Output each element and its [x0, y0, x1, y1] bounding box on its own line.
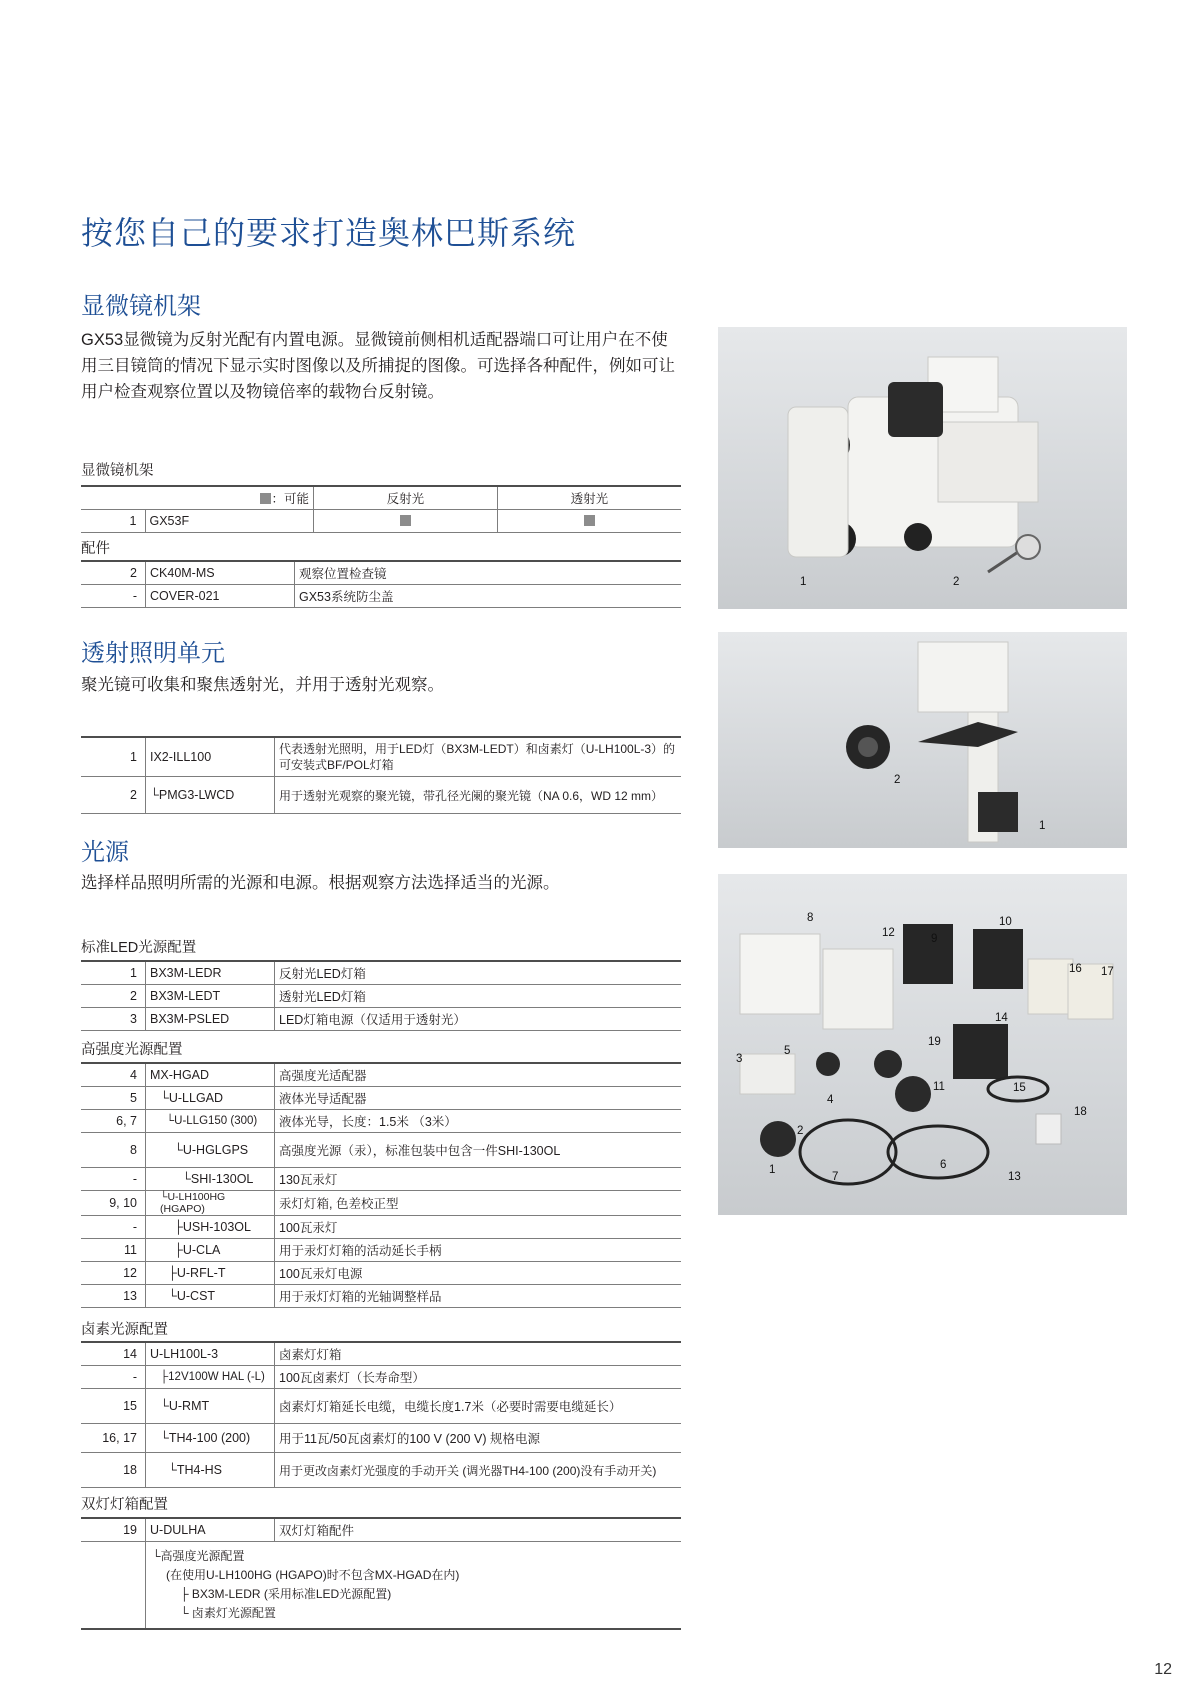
photo-label: 14 — [995, 1012, 1008, 1024]
table-row: 1 BX3M-LEDR 反射光LED灯箱 — [81, 961, 681, 985]
table-row: 15 └U-RMT 卤素灯灯箱延长电缆，电缆长度1.7米（必要时需要电缆延长） — [81, 1389, 681, 1424]
photo-label: 9 — [931, 933, 938, 945]
photo-label: 7 — [832, 1171, 839, 1183]
model-description: 用于透射光观察的聚光镜，带孔径光阑的聚光镜（NA 0.6，WD 12 mm） — [275, 777, 682, 814]
section-heading-transmitted: 透射照明单元 — [81, 640, 225, 667]
accessories-table — [81, 560, 681, 608]
table-caption-led: 标准LED光源配置 — [81, 940, 197, 956]
microscope-illustration — [718, 327, 1127, 609]
table-row — [81, 510, 681, 533]
table-caption-dual: 双灯灯箱配置 — [81, 1497, 168, 1513]
photo-label: 8 — [807, 912, 814, 924]
available-square-icon — [400, 515, 411, 526]
square-icon — [260, 493, 271, 504]
photo-label: 1 — [769, 1164, 776, 1176]
model-code: └PMG3-LWCD — [146, 777, 275, 814]
photo-label: 16 — [1069, 963, 1082, 975]
frame-table — [81, 485, 681, 533]
table-row: 12 ├U-RFL-T 100瓦汞灯电源 — [81, 1262, 681, 1285]
transmitted-table — [81, 736, 681, 814]
dual-sub-line: └ 卤素灯光源配置 — [180, 1606, 276, 1620]
table-row: 11 ├U-CLA 用于汞灯灯箱的活动延长手柄 — [81, 1239, 681, 1262]
row-number: 2 — [81, 561, 146, 585]
legend-text: ：可能 — [271, 492, 309, 506]
led-table — [81, 960, 681, 1031]
photo-label: 15 — [1013, 1082, 1026, 1094]
row-number: 2 — [81, 777, 146, 814]
table-row: - ├USH-103OL 100瓦汞灯 — [81, 1216, 681, 1239]
model-description: GX53系统防尘盖 — [295, 585, 682, 608]
section-heading-frame: 显微镜机架 — [81, 293, 201, 320]
row-number: - — [81, 585, 146, 608]
page-title: 按您自己的要求打造奥林巴斯系统 — [81, 215, 577, 251]
model-code: CK40M-MS — [146, 561, 295, 585]
photo-label: 19 — [928, 1036, 941, 1048]
photo-label: 12 — [882, 927, 895, 939]
photo-label: 13 — [1008, 1171, 1021, 1183]
halogen-table — [81, 1341, 681, 1488]
light-source-illustration — [718, 874, 1127, 1215]
table-row: - ├12V100W HAL (-L) 100瓦卤素灯（长寿命型） — [81, 1366, 681, 1389]
dual-lamp-table — [81, 1517, 681, 1630]
table-caption-halogen: 卤素光源配置 — [81, 1322, 168, 1338]
table-row: - └SHI-130OL 130瓦汞灯 — [81, 1168, 681, 1191]
photo-label: 4 — [827, 1094, 834, 1106]
model-description: 代表透射光照明，用于LED灯（BX3M-LEDT）和卤素灯（U-LH100L-3）的可安装式BF/POL灯箱 — [275, 737, 682, 777]
col-header-reflected: 反射光 — [314, 486, 498, 510]
page-number: 12 — [1154, 1661, 1172, 1678]
photo-label: 11 — [933, 1081, 945, 1093]
section-description-frame: GX53显微镜为反射光配有内置电源。显微镜前侧相机适配器端口可让用户在不使用三目镜筒的情况下显示实时图像以及所捕捉的图像。可选择各种配件，例如可让用户检查观察位置以及物镜倍率的载物台反射镜。 — [81, 331, 675, 401]
photo-label: 6 — [940, 1159, 947, 1171]
col-header-transmitted: 透射光 — [497, 486, 681, 510]
table-row: 8 └U-HGLGPS 高强度光源（汞），标准包装中包含一件SHI-130OL — [81, 1133, 681, 1168]
table-row: 13 └U-CST 用于汞灯灯箱的光轴调整样品 — [81, 1285, 681, 1308]
table-row: 2 BX3M-LEDT 透射光LED灯箱 — [81, 985, 681, 1008]
high-intensity-table — [81, 1062, 681, 1308]
available-square-icon — [584, 515, 595, 526]
model-code: GX53F — [145, 510, 314, 533]
table-row: 19 U-DULHA 双灯灯箱配件 — [81, 1518, 681, 1542]
illuminator-illustration — [718, 632, 1127, 848]
table-caption-frame: 显微镜机架 — [81, 463, 154, 479]
photo-label: 10 — [999, 916, 1012, 928]
photo-label: 17 — [1101, 966, 1114, 978]
table-row — [81, 1542, 681, 1630]
row-number: 1 — [81, 510, 145, 533]
table-row: 9, 10 └U-LH100HG (HGAPO) 汞灯灯箱, 色差校正型 — [81, 1191, 681, 1216]
section-heading-light: 光源 — [81, 839, 129, 866]
photo-label: 18 — [1074, 1106, 1087, 1118]
table-row: 4 MX-HGAD 高强度光适配器 — [81, 1063, 681, 1087]
table-row: 14 U-LH100L-3 卤素灯灯箱 — [81, 1342, 681, 1366]
table-row: 3 BX3M-PSLED LED灯箱电源（仅适用于透射光） — [81, 1008, 681, 1031]
photo-label: 5 — [784, 1045, 791, 1057]
table-row — [81, 777, 681, 814]
table-header-row — [81, 486, 681, 510]
microscope-frame-photo — [718, 327, 1127, 609]
model-description: 观察位置检查镜 — [295, 561, 682, 585]
table-row: 18 └TH4-HS 用于更改卤素灯光强度的手动开关 (调光器TH4-100 (200)没有手动开关) — [81, 1453, 681, 1488]
model-code: IX2-ILL100 — [146, 737, 275, 777]
table-row — [81, 585, 681, 608]
table-row — [81, 561, 681, 585]
model-code: COVER-021 — [146, 585, 295, 608]
dual-sub-line: ├ BX3M-LEDR (采用标准LED光源配置) — [180, 1587, 392, 1601]
section-description-transmitted: 聚光镜可收集和聚焦透射光，并用于透射光观察。 — [81, 676, 444, 694]
photo-label: 2 — [797, 1125, 804, 1137]
light-source-photo — [718, 874, 1127, 1215]
table-caption-high-intensity: 高强度光源配置 — [81, 1042, 183, 1058]
photo-label: 3 — [736, 1053, 743, 1065]
table-row: 6, 7 └U-LLG150 (300) 液体光导，长度：1.5米 （3米） — [81, 1110, 681, 1133]
transmitted-illumination-photo — [718, 632, 1127, 848]
photo-label: 2 — [953, 576, 960, 588]
row-number: 1 — [81, 737, 146, 777]
photo-label: 1 — [800, 576, 807, 588]
photo-label: 2 — [894, 774, 901, 786]
table-row — [81, 737, 681, 777]
photo-label: 1 — [1039, 820, 1046, 832]
table-row: 5 └U-LLGAD 液体光导适配器 — [81, 1087, 681, 1110]
accessories-label: 配件 — [81, 541, 110, 557]
table-row: 16, 17 └TH4-100 (200) 用于11瓦/50瓦卤素灯的100 V (200 V) 规格电源 — [81, 1424, 681, 1453]
section-description-light: 选择样品照明所需的光源和电源。根据观察方法选择适当的光源。 — [81, 874, 560, 892]
dual-sub-line: (在使用U-LH100HG (HGAPO)时不包含MX-HGAD在内) — [166, 1568, 460, 1582]
dual-sub-line: └高强度光源配置 — [152, 1549, 245, 1563]
